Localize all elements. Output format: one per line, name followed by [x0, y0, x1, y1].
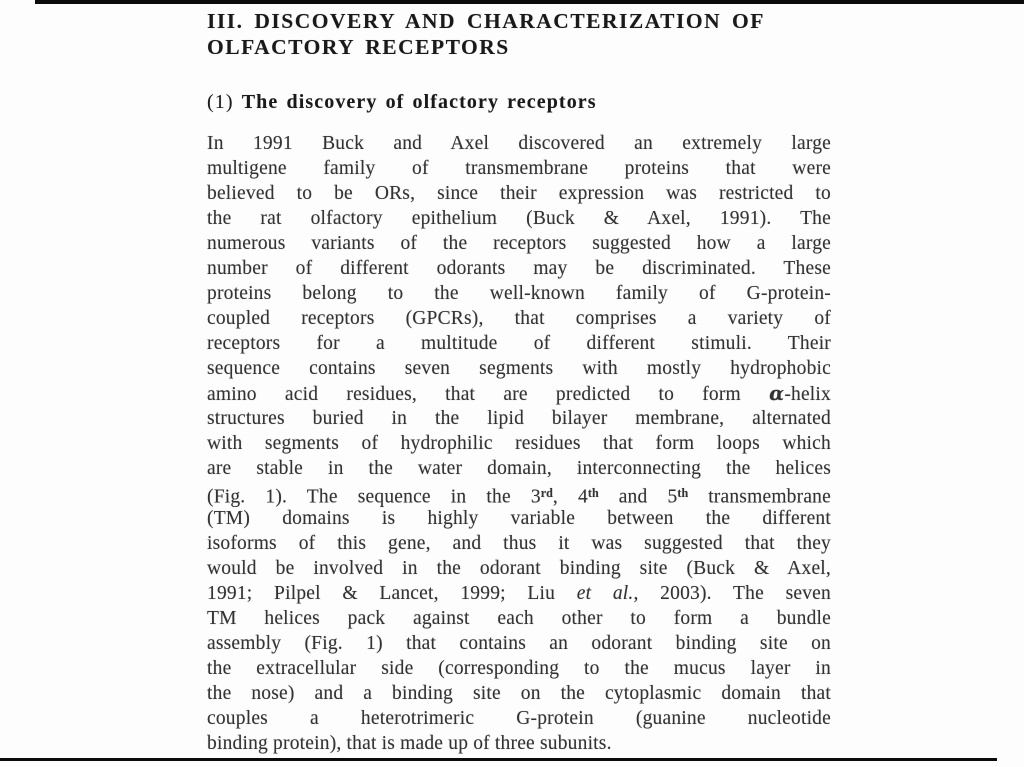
body-line	[207, 406, 831, 431]
subsection-number: (1)	[207, 91, 242, 113]
body-line	[207, 431, 831, 456]
body-text: binding protein), that is made up of three subunits.	[207, 733, 612, 754]
body-text: with segments of hydrophilic residues that form loops which	[207, 433, 831, 454]
body-line	[207, 456, 831, 481]
body-text: , 4	[552, 486, 588, 508]
body-text: (Fig. 1). The sequence in the 3	[207, 486, 541, 508]
body-line	[207, 331, 831, 356]
section-heading-line2: OLFACTORY RECEPTORS	[207, 35, 510, 59]
body-text: receptors for a multitude of different stimuli. Their	[207, 333, 831, 354]
body-text: the nose) and a binding site on the cytoplasmic domain that	[207, 683, 831, 704]
body-line	[207, 631, 831, 656]
body-text: and 5	[598, 486, 678, 508]
body-line	[207, 206, 831, 231]
section-heading	[207, 8, 831, 60]
body-text: the rat olfactory epithelium (Buck & Axel, 1991). The	[207, 208, 831, 229]
body-line	[207, 481, 831, 506]
section-heading-line1: III. DISCOVERY AND CHARACTERIZATION OF	[207, 9, 765, 33]
body-text: transmembrane	[688, 486, 831, 508]
body-text: (TM) domains is highly variable between the different	[207, 508, 831, 529]
subsection-title: The discovery of olfactory receptors	[241, 91, 597, 113]
bottom-rule	[0, 758, 997, 761]
body-text: the extracellular side (corresponding to the mucus layer in	[207, 658, 831, 679]
body-text: numerous variants of the receptors suggested how a large	[207, 233, 831, 254]
body-text: isoforms of this gene, and thus it was suggested that they	[207, 533, 831, 554]
body-text: sequence contains seven segments with mostly hydrophobic	[207, 358, 831, 379]
body-text: -helix	[784, 384, 831, 405]
body-text: are stable in the water domain, interconnecting the helices	[207, 458, 831, 479]
body-text: would be involved in the odorant binding site (Buck & Axel,	[207, 558, 831, 579]
superscript-text: th	[587, 486, 599, 500]
body-line	[207, 231, 831, 256]
body-text: multigene family of transmembrane proteins that were	[207, 158, 831, 179]
subsection-heading	[207, 90, 831, 114]
body-text: coupled receptors (GPCRs), that comprises a variety of	[207, 308, 831, 329]
paragraph	[207, 131, 831, 756]
text-column	[207, 8, 831, 756]
body-line	[207, 156, 831, 181]
body-text: assembly (Fig. 1) that contains an odorant binding site on	[207, 633, 831, 654]
body-text: , 2003). The seven	[633, 583, 831, 604]
body-line	[207, 381, 831, 406]
body-line	[207, 581, 831, 606]
body-line	[207, 256, 831, 281]
body-text: number of different odorants may be discriminated. These	[207, 258, 831, 279]
body-text: In 1991 Buck and Axel discovered an extremely large	[207, 133, 831, 154]
body-line	[207, 731, 831, 756]
alpha-symbol: α	[769, 382, 785, 405]
body-line	[207, 556, 831, 581]
italic-text: et al.	[576, 583, 634, 604]
body-line	[207, 306, 831, 331]
superscript-text: th	[677, 486, 689, 500]
body-line	[207, 131, 831, 156]
body-text: couples a heterotrimeric G-protein (guanine nucleotide	[207, 708, 831, 729]
body-line	[207, 281, 831, 306]
body-line	[207, 531, 831, 556]
body-text: amino acid residues, that are predicted to form	[207, 384, 770, 405]
body-line	[207, 706, 831, 731]
top-rule	[35, 0, 1024, 4]
body-text: believed to be ORs, since their expression was restricted to	[207, 183, 831, 204]
body-text: 1991; Pilpel & Lancet, 1999; Liu	[207, 583, 577, 604]
body-text: proteins belong to the well-known family of G-protein-	[207, 283, 831, 304]
body-line	[207, 356, 831, 381]
body-line	[207, 681, 831, 706]
body-line	[207, 506, 831, 531]
body-text: TM helices pack against each other to form a bundle	[207, 608, 831, 629]
body-line	[207, 181, 831, 206]
body-line	[207, 606, 831, 631]
body-text: structures buried in the lipid bilayer membrane, alternated	[207, 408, 831, 429]
body-line	[207, 656, 831, 681]
superscript-text: rd	[540, 486, 553, 500]
